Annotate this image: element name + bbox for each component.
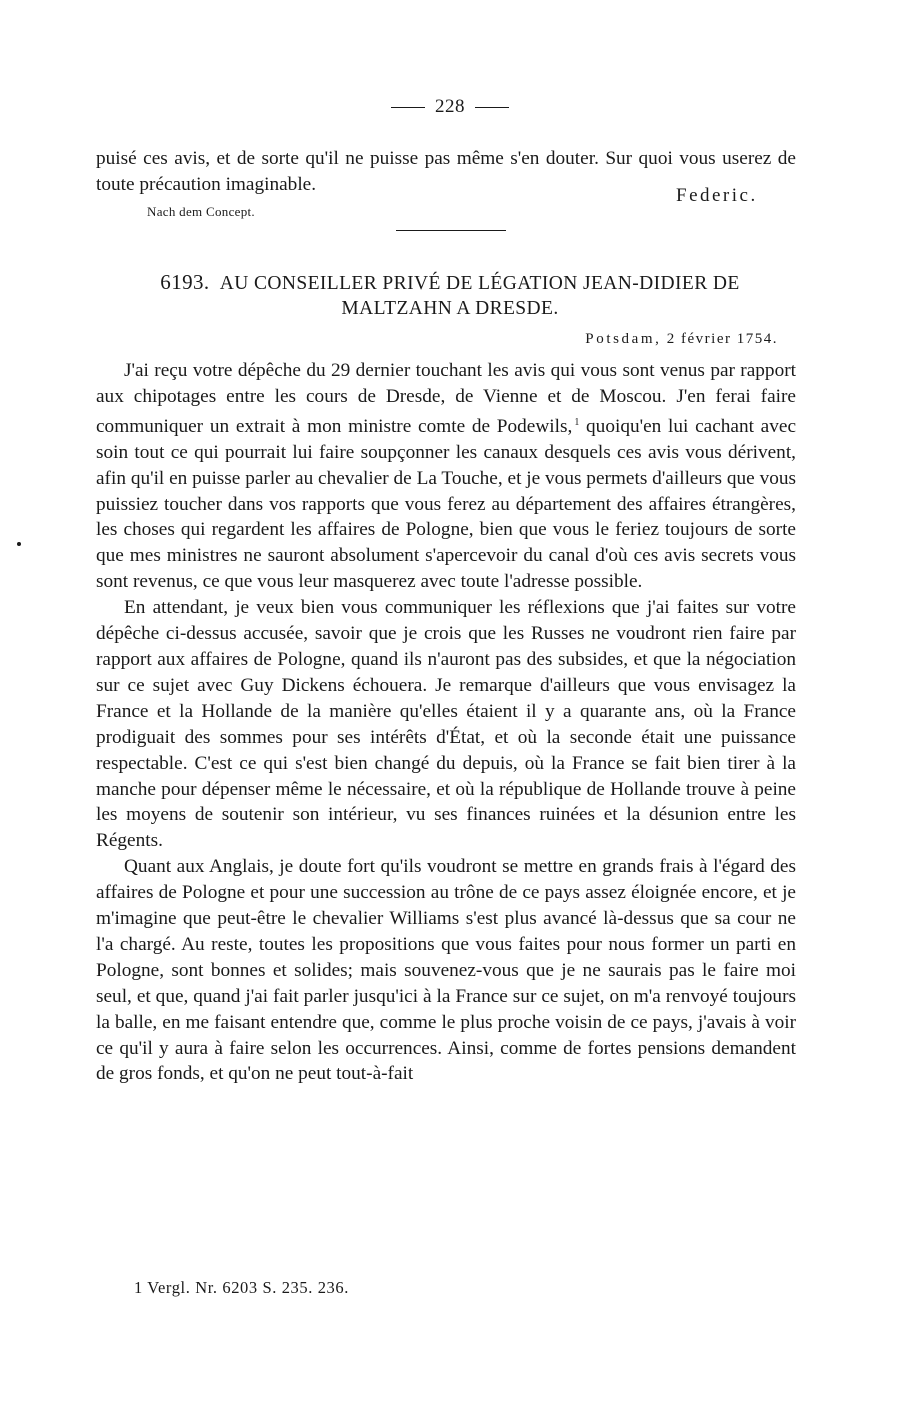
page-number-dash-right xyxy=(475,107,509,108)
footnote-reference: 1 xyxy=(574,416,580,428)
footnote-text: Vergl. Nr. 6203 S. 235. 236. xyxy=(147,1278,349,1297)
dateline xyxy=(585,331,778,348)
page-number-dash-left xyxy=(391,107,425,108)
page-number-value: 228 xyxy=(435,96,465,117)
dateline-date: 2 février 1754. xyxy=(666,331,778,347)
paragraph-1 xyxy=(96,358,796,595)
footnote xyxy=(134,1278,349,1298)
margin-mark xyxy=(17,542,21,546)
page-number xyxy=(0,96,900,118)
letter-heading-text: AU CONSEILLER PRIVÉ DE LÉGATION JEAN-DIDIER DE MALTZAHN A DRESDE. xyxy=(219,273,740,319)
section-divider xyxy=(396,230,506,231)
paragraph-1-part-a: J'ai reçu votre dépêche du 29 dernier touchant les avis qui vous sont venus par rapport aux chipotages entre les cours de Dresde, de Vienne et de Moscou. J'en ferai faire communiquer un extrait à mon ministre comte de Podewils, xyxy=(96,360,796,437)
source-note: Nach dem Concept. xyxy=(147,204,255,219)
paragraph-2: En attendant, je veux bien vous communiquer les réflexions que j'ai faites sur votre dépêche ci-dessus accusée, savoir que je crois que les Russes ne voudront rien faire par rapport aux affaires de Pologne, quand ils n'auront pas des subsides, et que la négociation sur ce sujet avec Guy Dickens échouera. Je remarque d'ailleurs que vous envisagez la France et la Hollande de la manière qu'elles étaient il y a quarante ans, où la France prodiguait des sommes pour ses intérêts d'État, et où la seconde était une puissance respectable. C'est ce qui s'est bien changé du depuis, où la France se fait bien tirer à la manche pour dépenser même le nécessaire, et où la république de Hollande trouve à peine les moyens de soutenir son intérieur, vu ses finances ruinées et la désunion entre les Régents. xyxy=(96,597,796,852)
paragraph-3: Quant aux Anglais, je doute fort qu'ils voudront se mettre en grands frais à l'égard des affaires de Pologne et pour une succession au trône de ce pays assez éloignée encore, et je m'imagine que peut-être le chevalier Williams s'est plus avancé là-dessus que sa cour ne l'a chargé. Au reste, toutes les propositions que vous faites pour nous former un parti en Pologne, sont bonnes et solides; mais souvenez-vous que je ne saurais pas le faire moi seul, et que, quand j'ai fait parler jusqu'ici à la France sur ce sujet, on m'a renvoyé toujours la balle, en me faisant entendre que, comme le plus proche voisin de ce pays, j'avais à voir ce qu'il y aura à faire selon les occurrences. Ainsi, comme de fortes pensions demandent de gros fonds, et qu'on ne peut tout-à-fait xyxy=(96,856,796,1085)
previous-letter-text: puisé ces avis, et de sorte qu'il ne puisse pas même s'en douter. Sur quoi vous userez de toute précaution imaginable. xyxy=(96,148,796,195)
dateline-place: Potsdam, xyxy=(585,331,662,347)
letter-heading xyxy=(114,270,786,321)
paragraph-1-part-b: quoiqu'en lui cachant avec soin tout ce qui pourrait lui faire soupçonner les canaux desquels ces avis vous dérivent, afin qu'il en puisse parler au chevalier de La Touche, et je vous permets d'ailleurs que vous puissiez toucher dans vos rapports que vous ferez au département des affaires étrangères, les choses qui regardent les affaires de Pologne, bien que vous le feriez toujours de sorte que mes ministres ne sauront absolument s'apercevoir du canal d'où ces avis secrets vous sont revenus, ce que vous leur masquerez avec toute l'adresse possible. xyxy=(96,415,796,593)
footnote-marker: 1 xyxy=(134,1278,143,1297)
letter-number: 6193. xyxy=(160,270,210,294)
signature: Federic. xyxy=(676,185,758,206)
letter-body xyxy=(96,358,796,1087)
